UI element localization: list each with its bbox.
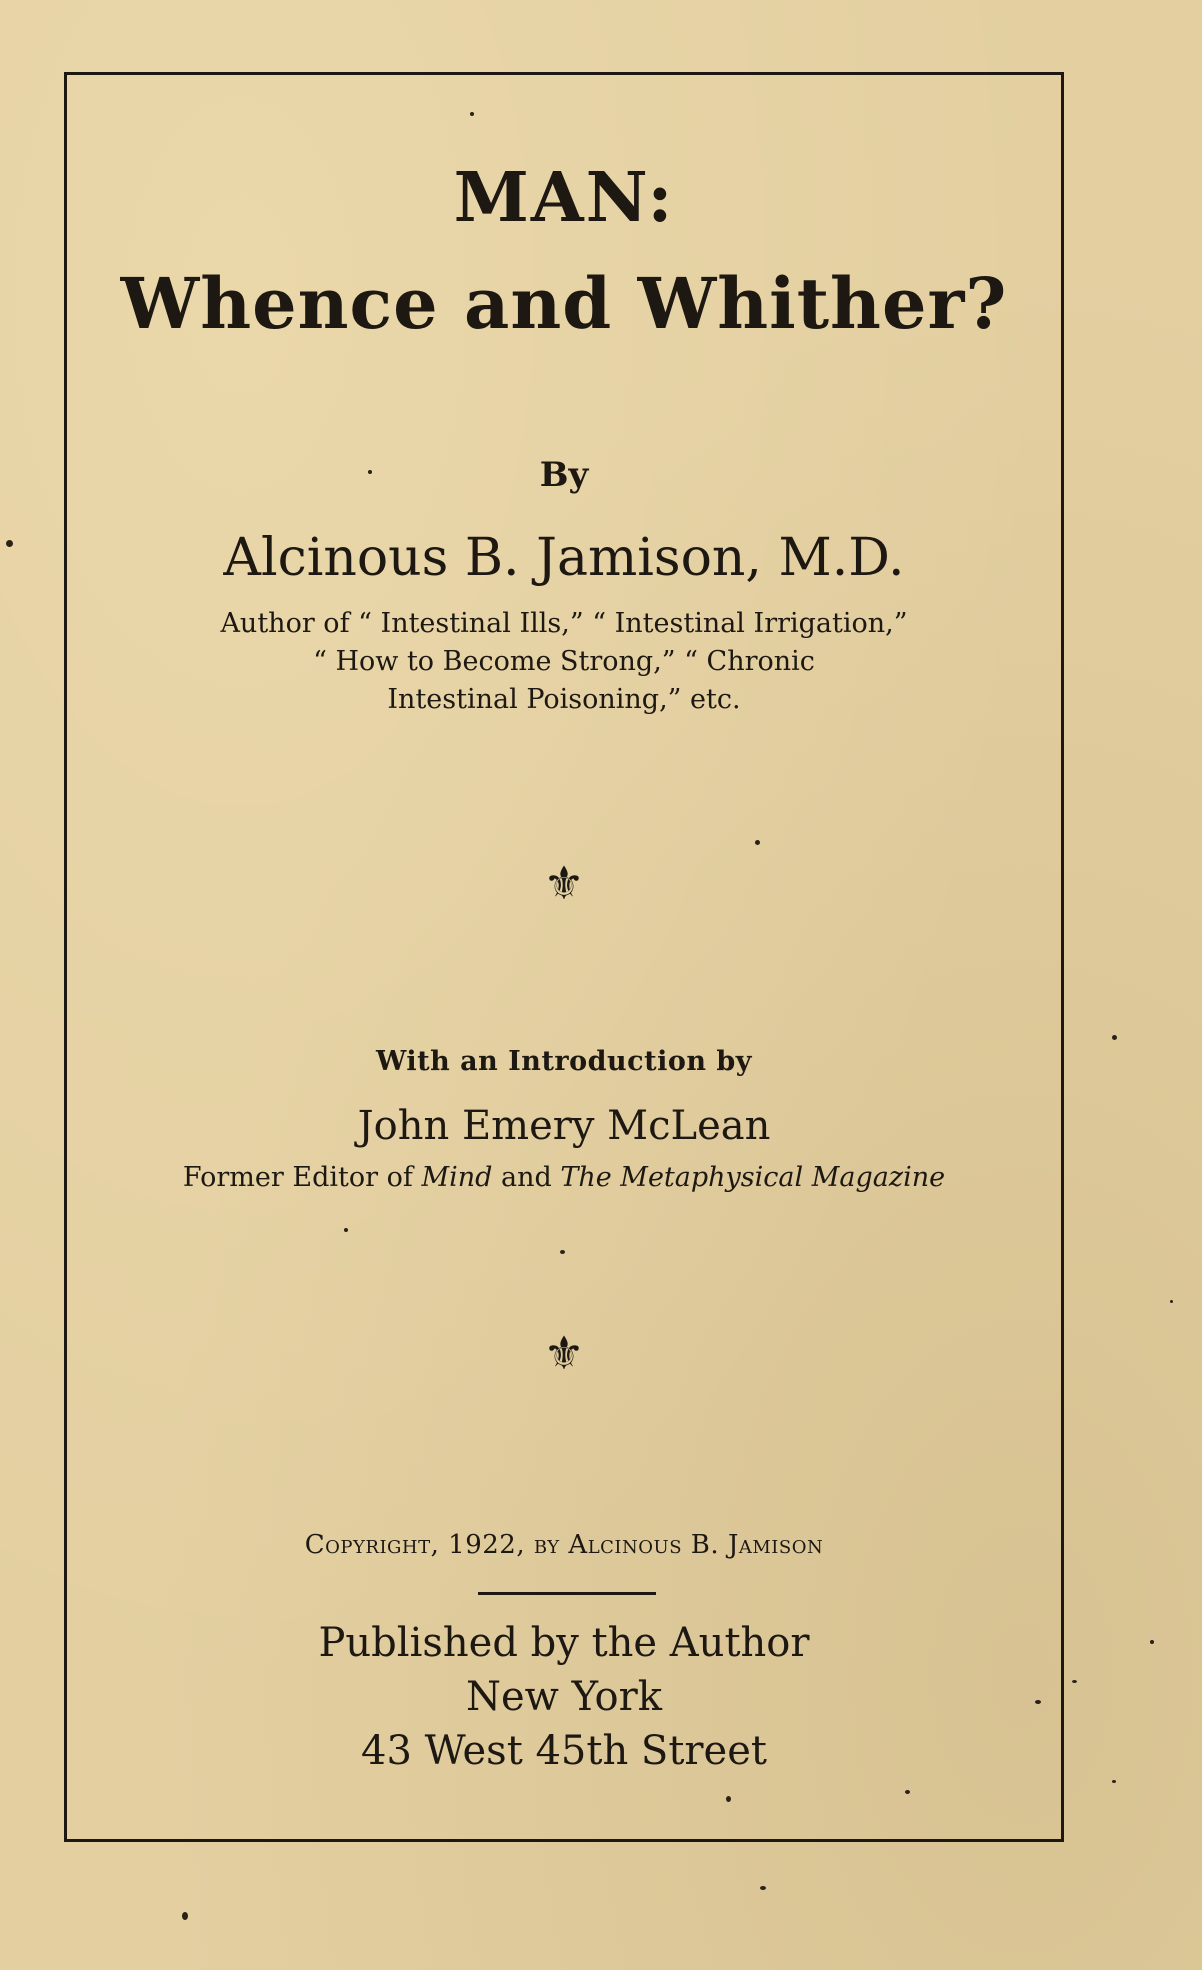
publisher-city: New York: [466, 1674, 662, 1720]
book-title-main: MAN:: [453, 158, 675, 238]
publisher-address: 43 West 45th Street: [361, 1728, 767, 1774]
introduction-author: John Emery McLean: [357, 1103, 771, 1149]
author-works: [64, 605, 1064, 719]
author-works-line: “ How to Become Strong,” “ Chronic: [313, 646, 815, 677]
book-title-subtitle: Whence and Whither?: [120, 262, 1008, 345]
role-mind: Mind: [421, 1162, 493, 1193]
author-name: Alcinous B. Jamison, M.D.: [223, 528, 905, 588]
role-magazine: The Metaphysical Magazine: [560, 1162, 946, 1193]
author-works-line: Intestinal Poisoning,” etc.: [387, 684, 741, 715]
author-works-line: Author of “ Intestinal Ills,” “ Intestinal Irrigation,”: [220, 608, 908, 639]
introduction-label: With an Introduction by: [376, 1046, 752, 1077]
copyright-notice: Copyright, 1922, by Alcinous B. Jamison: [304, 1530, 824, 1560]
fleur-de-lis-icon: ⚜: [543, 1326, 585, 1380]
role-and: and: [492, 1162, 561, 1193]
publisher-line: Published by the Author: [318, 1620, 810, 1666]
byline-by: By: [539, 455, 589, 495]
fleur-de-lis-icon: ⚜: [543, 856, 585, 910]
divider-rule: [478, 1592, 656, 1595]
role-prefix: Former Editor of: [182, 1162, 422, 1193]
introduction-author-role: [64, 1162, 1064, 1193]
